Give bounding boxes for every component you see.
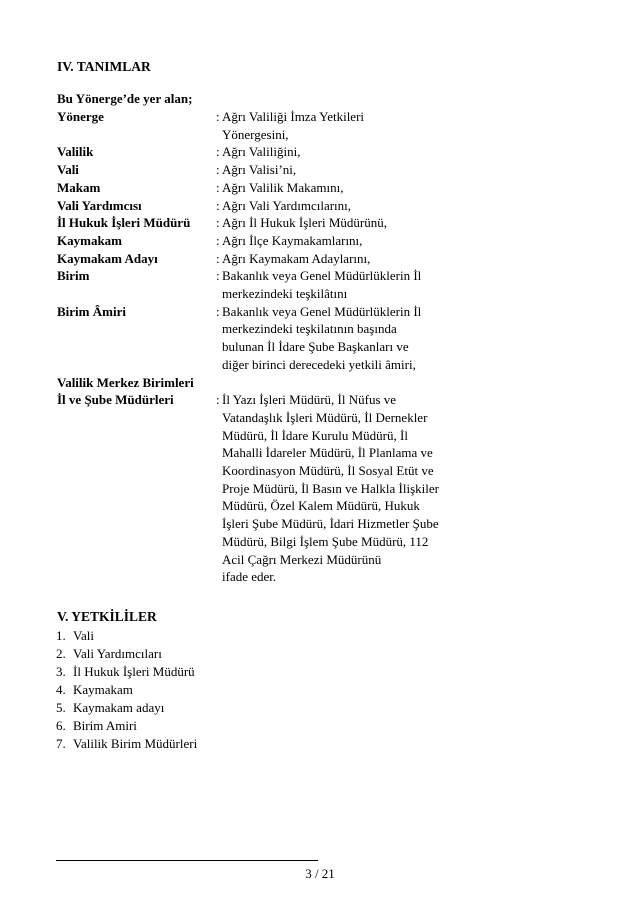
section-4-title: IV. TANIMLAR <box>57 59 151 74</box>
definition-colon: : <box>216 109 220 124</box>
list-item-number: 6. <box>56 718 66 733</box>
definition-text: Bakanlık veya Genel Müdürlüklerin İl merkezindeki teşkilatının başında bulunan İl İdare Şube Başkanları ve diğer birinci derecedeki yetkili âmiri, <box>222 303 422 372</box>
list-item-number: 7. <box>56 736 66 751</box>
definition-term: İl Hukuk İşleri Müdürü <box>57 215 191 231</box>
definition-text: Ağrı Valilik Makamını, <box>222 179 344 195</box>
definition-term: Vali Yardımcısı <box>57 197 142 213</box>
list-item <box>56 681 197 699</box>
definition-term: Valilik Merkez Birimleri <box>57 374 194 390</box>
list-item <box>56 735 197 753</box>
list-item-number: 4. <box>56 682 66 697</box>
definition-row <box>57 391 477 586</box>
definition-row <box>57 179 477 197</box>
definition-row <box>57 250 477 268</box>
page-number: 3 / 21 <box>305 866 335 881</box>
definition-text: Bakanlık veya Genel Müdürlüklerin İl merkezindeki teşkilâtını <box>222 268 422 302</box>
definition-term: Kaymakam Adayı <box>57 250 158 266</box>
definition-row <box>57 267 477 302</box>
definition-colon: : <box>216 179 220 195</box>
list-item-text: Vali Yardımcıları <box>73 646 162 661</box>
list-item-number: 2. <box>56 646 66 661</box>
definition-row <box>57 374 477 392</box>
definition-text: Ağrı Valisi’ni, <box>222 162 297 178</box>
definitions-intro: Bu Yönerge’de yer alan; <box>57 91 193 106</box>
definition-text: Ağrı İl Hukuk İşleri Müdürünü, <box>222 215 388 231</box>
definition-term: İl ve Şube Müdürleri <box>57 392 174 408</box>
definition-row <box>57 214 477 232</box>
list-item-text: Kaymakam <box>73 682 133 697</box>
definition-row <box>57 108 477 143</box>
list-item-text: İl Hukuk İşleri Müdürü <box>73 664 195 679</box>
section-5-title: V. YETKİLİLER <box>57 609 157 624</box>
list-item-text: Kaymakam adayı <box>73 700 165 715</box>
definitions-list <box>57 108 477 586</box>
definition-term: Makam <box>57 179 101 195</box>
list-item-number: 1. <box>56 628 66 643</box>
definition-colon: : <box>216 303 220 319</box>
list-item <box>56 627 197 645</box>
definition-term: Valilik <box>57 144 94 160</box>
definition-colon: : <box>216 250 220 266</box>
definition-term: Yönerge <box>57 109 104 124</box>
definition-text: İl Yazı İşleri Müdürü, İl Nüfus ve Vatandaşlık İşleri Müdürü, İl Dernekler Müdürü, İl İdare Kurulu Müdürü, İl Mahalli İdareler Müdürü, İl Planlama ve Koordinasyon Müdürü, İl Sosyal Etüt ve Proje Müdürü, İl Basın ve Halkla İlişkiler Müdürü, Özel Kalem Müdürü, Hukuk İşleri Şube Müdürü, İdari Hizmetler Şube Müdürü, Bilgi İşlem Şube Müdürü, 112 Acil Çağrı Merkezi Müdürünü ifade eder. <box>222 392 439 585</box>
definition-row <box>57 232 477 250</box>
definition-term: Birim <box>57 268 90 284</box>
definition-colon: : <box>216 392 220 408</box>
definition-row <box>57 143 477 161</box>
definition-colon: : <box>216 232 220 248</box>
list-item <box>56 645 197 663</box>
list-item-text: Valilik Birim Müdürleri <box>73 736 198 751</box>
definition-text: Ağrı Valiliği İmza Yetkileri Yönergesini, <box>222 109 365 142</box>
definition-text: Ağrı İlçe Kaymakamlarını, <box>222 232 363 248</box>
list-item <box>56 663 197 681</box>
definition-colon: : <box>216 197 220 213</box>
authorities-list <box>56 627 197 753</box>
definition-term: Birim Âmiri <box>57 303 126 319</box>
list-item <box>56 717 197 735</box>
definition-row <box>57 197 477 215</box>
definition-row <box>57 303 477 374</box>
definition-colon: : <box>216 268 220 284</box>
footer-divider <box>56 860 318 861</box>
definition-row <box>57 161 477 179</box>
list-item <box>56 699 197 717</box>
definition-colon: : <box>216 215 220 231</box>
definition-text: Ağrı Vali Yardımcılarını, <box>222 197 352 213</box>
definition-colon: : <box>216 144 220 160</box>
list-item-text: Vali <box>73 628 94 643</box>
list-item-number: 3. <box>56 664 66 679</box>
list-item-number: 5. <box>56 700 66 715</box>
definition-term: Kaymakam <box>57 232 122 248</box>
definition-term: Vali <box>57 162 79 178</box>
definition-colon: : <box>216 162 220 178</box>
definition-text: Ağrı Kaymakam Adaylarını, <box>222 250 371 266</box>
list-item-text: Birim Amiri <box>73 718 137 733</box>
definition-text: Ağrı Valiliğini, <box>222 144 301 160</box>
